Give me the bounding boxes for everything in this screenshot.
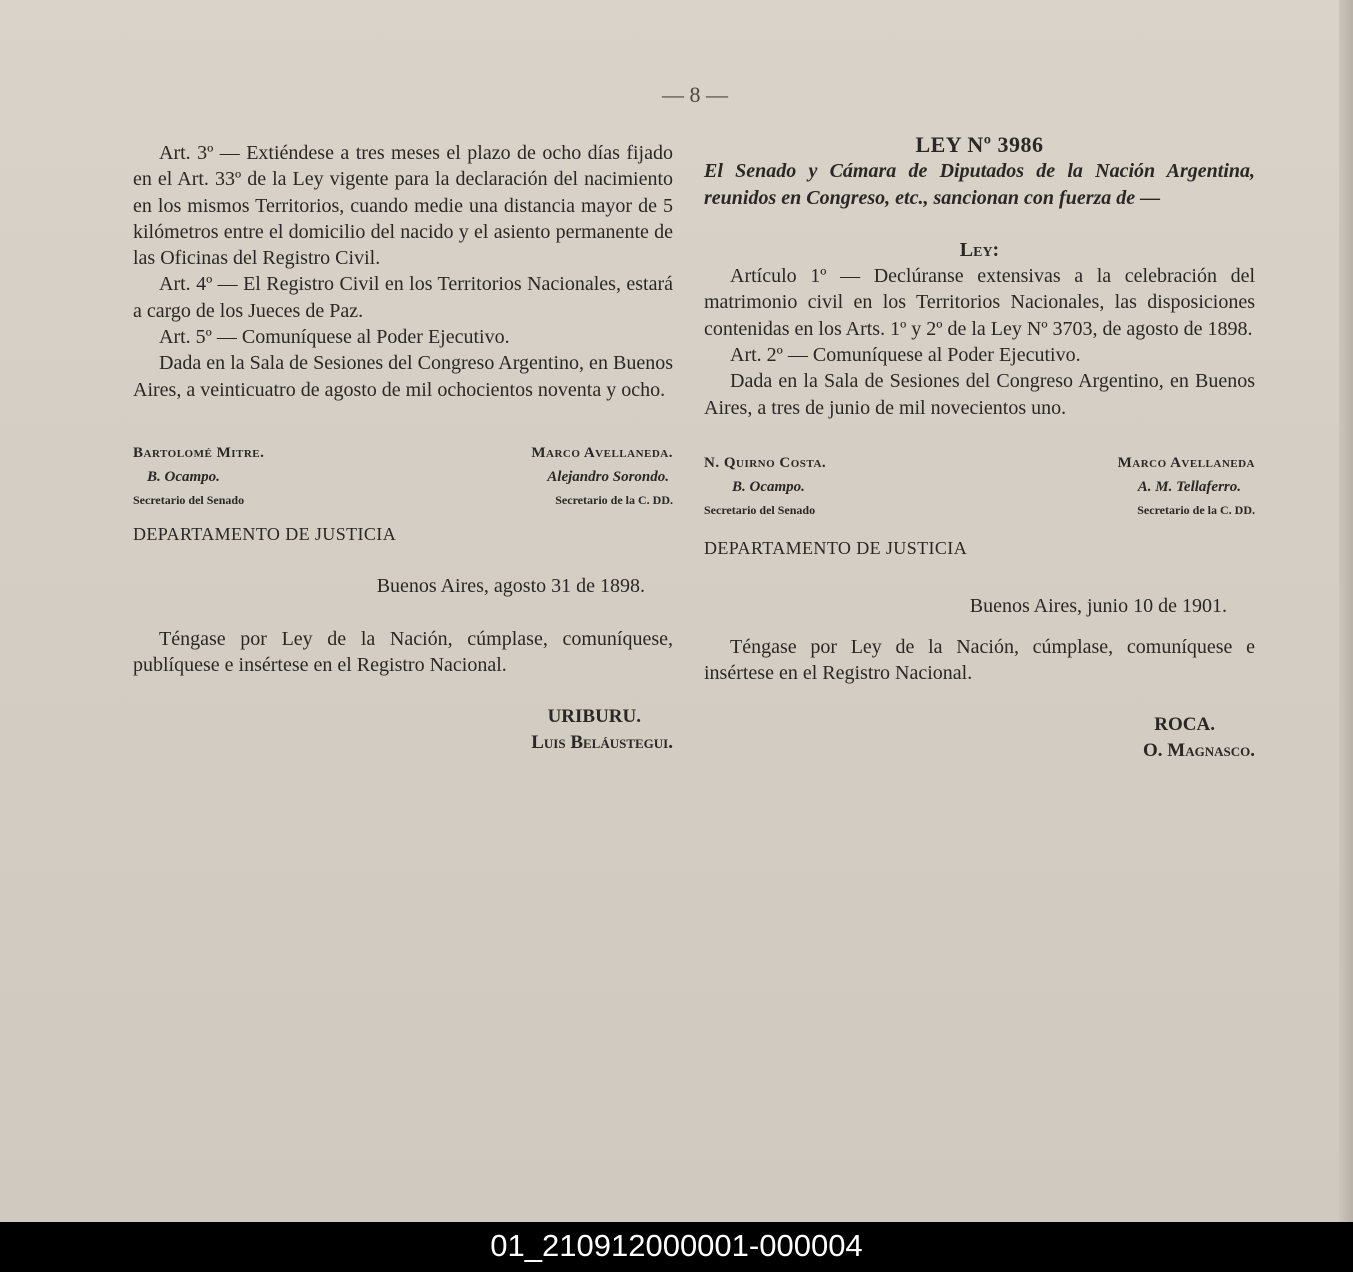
signature-senate [133, 441, 264, 511]
article-4: Art. 4º — El Registro Civil en los Territorios Nacionales, estará a cargo de los Jueces de Paz. [133, 273, 673, 322]
promulgation-date: Buenos Aires, junio 10 de 1901. [969, 595, 1227, 618]
signature-senate [704, 451, 826, 521]
signer-name: Marco Avellaneda [1117, 454, 1255, 471]
signatures [133, 441, 673, 511]
article-3: Art. 3º — Extiéndese a tres meses el plazo de ocho días fijado en el Art. 33º de la Ley vigente para la declaración del nacimiento en los mismos Territorios, cuando medie una distancia mayor de 5 kilómetros entre el domicilio del nacido y el asiento permanente de las Oficinas del Registro Civil. [133, 142, 673, 270]
secretary-title: Secretario del Senado [133, 492, 245, 507]
left-column [133, 140, 673, 757]
president-signature: ROCA. [1154, 714, 1215, 736]
secretary-name: Alejandro Sorondo. [547, 468, 669, 485]
article-5: Art. 5º — Comuníquese al Poder Ejecutivo. [159, 326, 510, 349]
minister-signature: O. Magnasco. [1143, 740, 1255, 762]
secretary-name: B. Ocampo. [732, 478, 805, 495]
page-number: — 8 — [662, 82, 728, 107]
image-id-caption: 01_210912000001-000004 [0, 1222, 1353, 1272]
secretary-name: A. M. Tellaferro. [1137, 478, 1241, 495]
secretary-title: Secretario de la C. DD. [555, 492, 673, 507]
secretary-title: Secretario de la C. DD. [1137, 502, 1255, 517]
promulgation-date: Buenos Aires, agosto 31 de 1898. [376, 575, 645, 598]
dada-clause: Dada en la Sala de Sesiones del Congreso Argentino, en Buenos Aires, a veinticuatro de agosto de mil ochocientos noventa y ocho. [133, 352, 673, 401]
signature-deputies [531, 441, 673, 511]
secretary-title: Secretario del Senado [704, 502, 816, 517]
department-heading: DEPARTAMENTO DE JUSTICIA [704, 537, 968, 558]
article-1: Artículo 1º — Declúranse extensivas a la celebración del matrimonio civil en los Territorios Nacionales, las disposiciones contenidas en los Arts. 1º y 2º de la Ley Nº 3703, de agosto de 1898. [704, 265, 1255, 340]
decree-text: Téngase por Ley de la Nación, cúmplase, comuníquese, publíquese e insértese en el Registro Nacional. [133, 627, 673, 676]
signer-name: Bartolomé Mitre. [133, 444, 265, 461]
signatures [704, 451, 1255, 521]
president-signature: URIBURU. [547, 706, 641, 728]
decree-text: Téngase por Ley de la Nación, cúmplase, comuníquese e insértese en el Registro Nacional. [704, 635, 1255, 684]
ley-label: Ley: [959, 238, 1000, 261]
preamble: El Senado y Cámara de Diputados de la Nación Argentina, reunidos en Congreso, etc., sancionan con fuerza de — [704, 160, 1255, 209]
secretary-name: B. Ocampo. [147, 468, 220, 485]
article-2: Art. 2º — Comuníquese al Poder Ejecutivo. [730, 344, 1081, 367]
department-heading: DEPARTAMENTO DE JUSTICIA [133, 523, 397, 544]
signer-name: Marco Avellaneda. [531, 444, 673, 461]
minister-signature: Luis Beláustegui. [531, 732, 673, 754]
signature-deputies [1118, 451, 1255, 521]
dada-clause: Dada en la Sala de Sesiones del Congreso Argentino, en Buenos Aires, a tres de junio de mil novecientos uno. [704, 370, 1255, 419]
signer-name: N. Quirno Costa. [704, 454, 827, 471]
page-edge [1339, 0, 1353, 1222]
right-column [704, 132, 1255, 765]
law-title: LEY Nº 3986 [915, 132, 1044, 157]
